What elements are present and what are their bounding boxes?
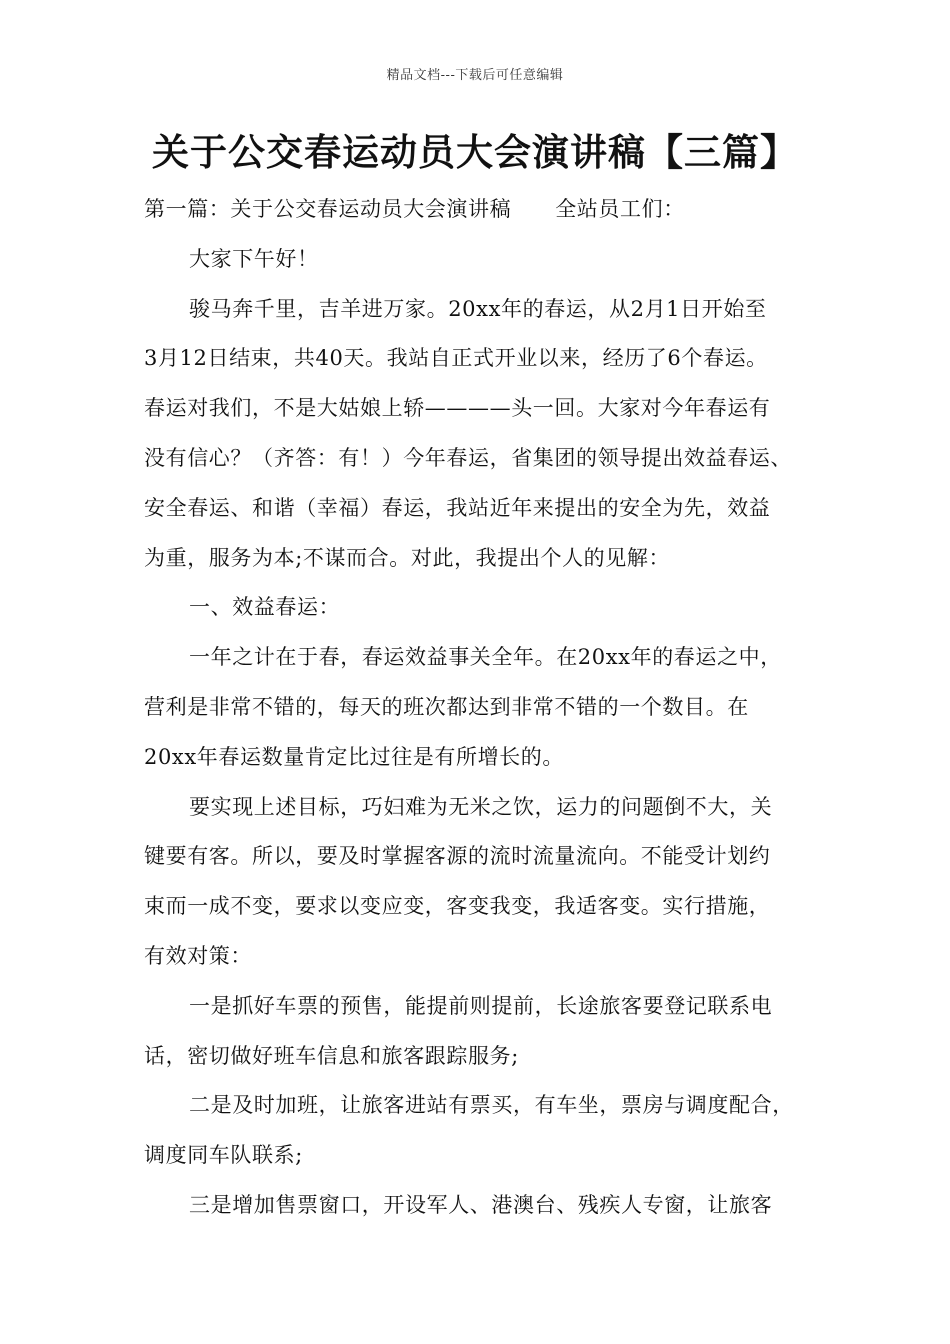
- paragraph-line: 话，密切做好班车信息和旅客跟踪服务;: [144, 1043, 519, 1068]
- paragraph-line: 安全春运、和谐（幸福）春运，我站近年来提出的安全为先，效益: [144, 495, 771, 520]
- paragraph-line: 键要有客。所以，要及时掌握客源的流时流量流向。不能受计划约: [144, 844, 771, 869]
- paragraph-line: 有效对策：: [144, 943, 252, 968]
- header-note: 精品文档---下载后可任意编辑: [386, 68, 564, 83]
- paragraph-line: 营利是非常不错的，每天的班次都达到非常不错的一个数目。在: [144, 694, 749, 719]
- paragraph-line: 骏马奔千里，吉羊进万家。20xx年的春运，从2月1日开始至: [189, 296, 767, 321]
- paragraph-line: 春运对我们，不是大姑娘上轿————头一回。大家对今年春运有: [144, 396, 771, 421]
- document-body: [144, 185, 824, 1231]
- paragraph-line: 没有信心？（齐答：有！）今年春运，省集团的领导提出效益春运、: [144, 445, 792, 470]
- paragraph-line: 调度同车队联系;: [144, 1143, 303, 1168]
- paragraph-line: 20xx年春运数量肯定比过往是有所增长的。: [144, 744, 565, 769]
- paragraph-line: 束而一成不变，要求以变应变，客变我变，我适客变。实行措施，: [144, 894, 771, 919]
- paragraph-line: 大家下午好！: [189, 246, 319, 271]
- subtitle-line: [144, 185, 824, 235]
- paragraph-line: 二是及时加班，让旅客进站有票买，有车坐，票房与调度配合，: [189, 1093, 794, 1118]
- section-heading: 第一篇：关于公交春运动员大会演讲稿: [144, 197, 512, 221]
- paragraph-line: 一是抓好车票的预售，能提前则提前，长途旅客要登记联系电: [189, 993, 773, 1018]
- document-title: 关于公交春运动员大会演讲稿【三篇】: [152, 131, 798, 174]
- paragraph-line: 3月12日结束，共40天。我站自正式开业以来，经历了6个春运。: [144, 346, 768, 371]
- paragraph-line: 为重，服务为本;不谋而合。对此，我提出个人的见解：: [144, 545, 671, 570]
- paragraph-line: 三是增加售票窗口，开设军人、港澳台、残疾人专窗，让旅客: [189, 1192, 773, 1217]
- paragraph-line: 要实现上述目标，巧妇难为无米之饮，运力的问题倒不大，关: [189, 794, 773, 819]
- paragraph-line: 一年之计在于春，春运效益事关全年。在20xx年的春运之中，: [189, 645, 782, 670]
- salutation: 全站员工们：: [555, 197, 685, 221]
- paragraph-line: 一、效益春运：: [189, 595, 341, 620]
